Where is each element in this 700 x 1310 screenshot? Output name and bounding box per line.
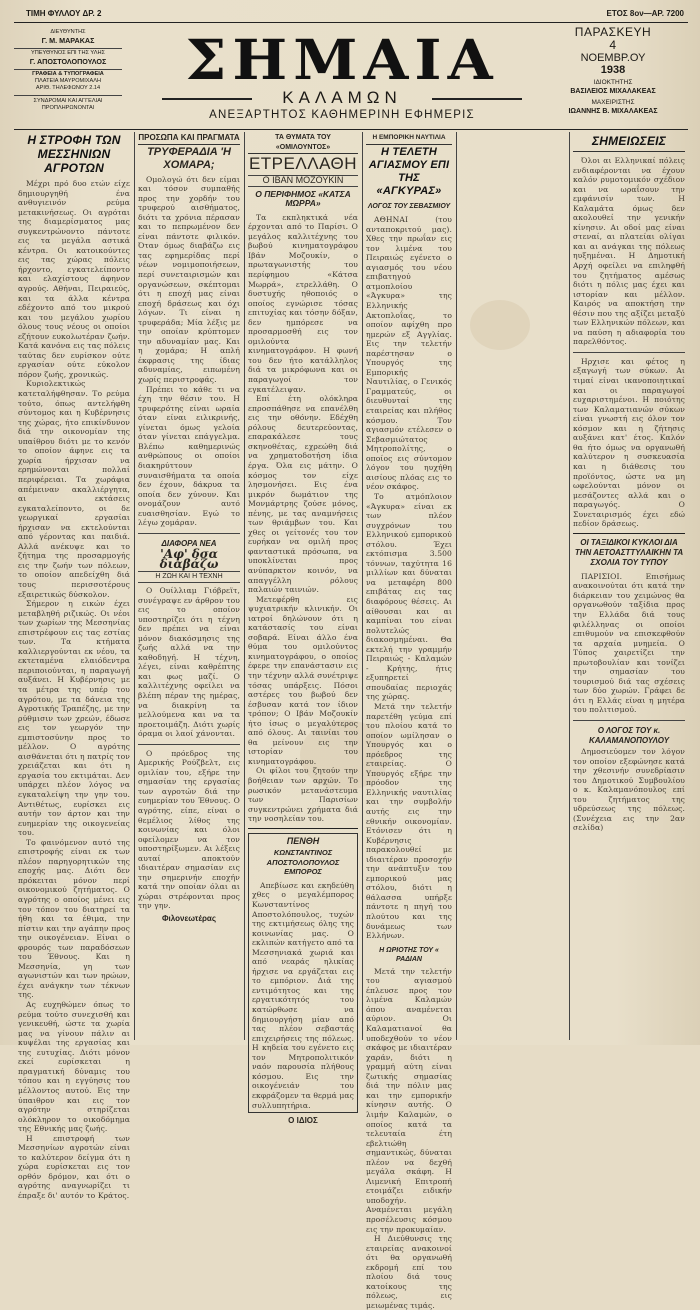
- article-subheadline: Η ΩΡΙΟΤΗΣ ΤΟΥ « ΡΑΔΙΑΝ: [379, 946, 439, 964]
- divider: [138, 744, 240, 745]
- paper-stain: [470, 300, 530, 350]
- article-paragraph: Μέχρι πρό δυο ετών είχε δημιουργηθή ένα ανθυγιεινόν ρεύμα μετακινήσεως. Οι αγρόται της διαμερίσματος μας συγκεντρώνοντο πάντοτε εις τα μεγάλα αστικά κέντρα. Οι κατοικούντες εις τας χώρας πόλεις ήρχοντο, εγκατελείποντο και ελαχίστους άφηνον αγρούς. Αθήναι, Πειραιεύς, και τα άλλα κέντρα εδέχοντο από του μικρού και του μεγάλου χωρίου όλους τους νέους οι οποίοι εζήτουν ευκολωτέραν ζωήν. Κατά κανόνα εις τας πόλεις ταύτας δεν ευρίσκον ούτε εργασίαν ούτε εύκολον πόρον ζωής, χρονικώς.: [18, 179, 130, 379]
- section-label: ΔΙΑΦΟΡΑ ΝΕΑ: [161, 538, 217, 548]
- article-agkyra: [366, 133, 452, 1310]
- article-paragraph: Δημοσιεύομεν τον λόγον τον οποίον εξεφώνησε κατά την χθεσινήν συνεδρίασιν του Δημοτικού Συμβουλίου ο κ. Καλαμανόπουλος επί του ζητήματος της υδρεύσεως της πόλεως. (Συνέχεια εις την 2αν σελίδα): [573, 747, 685, 833]
- article-signature: Ο ΙΔΙΟΣ: [288, 1116, 318, 1126]
- article-headline: ΤΡΥΦΕΡΑΔΙΑ 'Η ΧΟΜΑΡΑ;: [147, 145, 231, 171]
- section-subtitle: Η ΖΩΗ ΚΑΙ Η ΤΕΧΝΗ: [138, 571, 240, 583]
- responsible-name: Γ. ΑΠΟΣΤΟΛΟΠΟΥΛΟΣ: [29, 57, 107, 66]
- article-paragraph: Μετά την τελετήν παρετέθη γεύμα επί του πλοίου κατά το οποίον ωμίλησαν ο Υπουργός και ο πρόεδρος της εταιρείας. Ο Υπουργός εξήρε την πρόοδον της Ελληνικής ναυτιλίας και την συμβολήν αυτής εις την εθνικήν οικονομίαν. Ετόνισεν ότι η Κυβέρνησις παρακολουθεί με ιδιαιτέραν προσοχήν την ανάπτυξιν του εμπορικού μας στόλου, διότι η θάλασσα υπήρξε πάντοτε η πηγή του πλούτου και της δυνάμεως των Ελλήνων.: [366, 701, 452, 941]
- director-name: Γ. Μ. ΜΑΡΑΚΑΣ: [41, 36, 95, 45]
- director-block: [14, 28, 122, 49]
- article-paragraph: Κυριολεκτικώς κατεταλήφθησαν. Το ρεύμα τούτο, όπως αντελήφθη σύντομος και η Κυβέρνησις της χώρας, ήτο επικίνδυνον διά την οικονομίαν της υπαίθρου διότι με το κενόν το οποίον άφηνε εις τα χωρία ήρχισαν να ερημώνονται πολλαί περιφέρειαι. Τα χωράφια απέμειναν ακαλλιέργητα, αι εκτάσεις εγκαταλείποντο, οι δε γεωργικαί εργασίαι ήρχισαν να εκτελούνται από γέροντας και παιδιά. Αλλά ανέκυψε και το ζήτημα της προσαρμογής εις την ζωήν των πόλεων, το οποίον απεδείχθη διά τους περισσοτέρους εξαιρετικώς δύσκολον.: [18, 379, 130, 599]
- newspaper-tagline: ΑΝΕΞΑΡΤΗΤΟΣ ΚΑΘΗΜΕΡΙΝΗ ΕΦΗΜΕΡΙΣ: [209, 109, 475, 121]
- article-subheadline: ΛΟΓΟΣ ΤΟΥ ΣΕΒΑΣΜΙΟΥ: [367, 202, 451, 210]
- article-paragraph: Η επιστροφή των Μεσσηνίων αγροτών είναι το καλύτερον δείγμα ότι η χώρα ευρίσκεται εις τον ορθόν δρόμον, και ότι ο αγρότης αναγνωρίζει τι έπραξε δι' αυτόν το Κράτος.: [18, 1133, 130, 1200]
- article-paragraph: Σήμερον η εικών έχει μεταβληθή ριζικώς. Οι νέοι των χωρίων της Μεσσηνίας επιστρέφουν εις τας εστίας των. Τα κτήματα καλλιεργούνται εκ νέου, τα εκτεταμένα ελαιόδεντρα περιποιούνται, η παραγωγή αυξάνει. Η Κυβέρνησις με τα μέτρα της υπέρ του αγρότου, με τα δάνεια της Αγροτικής Τραπέζης, με την ρύθμισιν των χρεών, έδωσε εις τον γεωργόν την εμπιστοσύνην προς το μέλλον. Ο αγρότης αισθάνεται ότι η πατρίς τον χρειάζεται και ότι η εργασία του εκτιμάται. Δεν υπάρχει πλέον λόγος να εγκαταλείψη την γην του. Αντιθέτως, ευρίσκει εις αυτήν τον άρτον και την ευημερίαν της οικογενείας του.: [18, 599, 130, 838]
- responsible-label: ΥΠΕΥΘΥΝΟΣ ΕΠΙ ΤΗΣ ΥΛΗΣ: [31, 50, 105, 56]
- responsible-block: [14, 49, 122, 70]
- article-agrarian: [18, 133, 130, 1200]
- article-paragraph: Πρέπει το κάθε τι να έχη την θέσιν του. Η τρυφερότης είναι ωραία όταν είναι ειλικρινής, γίνεται όμως γελοία όταν γίνεται επάγγελμα. Βλέπω καθημερινώς ανθρώπους οι οποίοι διακηρύττουν συναισθήματα τα οποία δεν έχουν, δάκρυα τα οποία δεν χύνουν. Και ονομάζουν αυτό ευαισθησίαν. Εγώ το λέγω χομάραν.: [138, 384, 240, 528]
- masthead-info-left: [14, 28, 122, 122]
- masthead-info-right: [538, 26, 688, 116]
- article-subheadline: ΟΙ ΤΑΞΙΔΙΚΟΙ ΚΥΚΛΟΙ ΔΙΑ ΤΗΝ ΑΕΤΟΑΣΤΤΥΛΑΙΚΗΝ ΤΑ ΣΧΟΛΙΑ ΤΟΥ ΤΥΠΟΥ: [574, 537, 684, 567]
- article-paragraph: Το φαινόμενον αυτό της επιστροφής είναι εκ των πλέον παρηγορητικών της εποχής μας. Διότι δεν πρόκειται μόνον περί οικονομικού ζητήματος. Ο αγρότης ο οποίος μένει εις τον τόπον του διατηρεί τα ήθη και τα έθιμα, την πίστιν και την αγάπην προς την οικογένειαν. Είναι ο φρουρός των παραδόσεων του Έθνους. Και η Μεσσηνία, γη των αγωνιστών και των ηρώων, έχει ανάγκην των τέκνων της.: [18, 837, 130, 1000]
- article-paragraph: Μετεφέρθη εις ψυχιατρικήν κλινικήν. Οι ιατροί δηλώνουν ότι η κατάστασίς του είναι σοβαρά. Είναι άλλο ένα θύμα του ομιλούντος κινηματογράφου, ο οποίος έφερε την επανάστασιν εις την τέχνην αλλά συνέτριψε τόσας υπάρξεις. Πόσοι αστέρες του βωβού δεν έσβυσαν κατά τον ίδιον τρόπον; Ο Ιβάν Μοζουκίν ήτο ίσως ο μεγαλύτερος από όλους. Αι ταινίαι του θα μείνουν εις την ιστορίαν του κινηματογράφου.: [248, 594, 358, 766]
- article-paragraph: ΑΘΗΝΑΙ (του ανταποκριτού μας). Χθες την πρωΐαν εις τον λιμένα του Πειραιώς εγένετο ο αγιασμός του νέου επιβατηγού ατμοπλοίου «Άγκυρα» της Ελληνικής Ακτοπλοΐας, το οποίον αφίχθη προ ημερών εξ Αγγλίας. Εις την τελετήν παρέστησαν ο Υπουργός της Εμπορικής Ναυτιλίας, ο Γενικός Γραμματεύς, οι διευθυνταί της εταιρείας και πλήθος κόσμου. Τον αγιασμόν ετέλεσεν ο Σεβασμιώτατος Μητροπολίτης, ο οποίος εις σύντομον λόγον του ηυχήθη αισίους πλόας εις το νέον σκάφος.: [366, 215, 452, 492]
- article-headline: Η ΣΤΡΟΦΗ ΤΩΝ ΜΕΣΣΗΝΙΩΝ ΑΓΡΟΤΩΝ: [27, 133, 121, 175]
- masthead-title-block: [122, 24, 562, 127]
- ads-line: ΣΥΝΔΡΟΜΑΙ ΚΑΙ ΑΓΓΕΛΙΑΙ: [33, 98, 103, 104]
- printer-label: ΜΑΧΕΙΡΙΣΤΗΣ: [591, 99, 635, 106]
- section-kicker: Η ΕΜΠΟΡΙΚΗ ΝΑΥΤΙΛΙΑ: [366, 133, 452, 145]
- owner-name: ΒΑΣΙΛΕΙΟΣ ΜΙΧΑΛΑΚΕΑΣ: [570, 88, 656, 95]
- article-paragraph: Ο Ουίλλιαμ Γιόβρεϊτ, συνέγραψε εν άρθρον του εις το οποίον υποστηρίζει ότι η τέχνη δεν πρέπει να είναι μόνον διακόσμησις της ζωής αλλά να την καθοδηγή. Η τέχνη, λέγει, είναι καθρέπτης και φως μαζί. Ο καλλιτέχνης οφείλει να βλέπη πέραν της ημέρας, να διακρίνη τα μελλούμενα και να τα προετοιμάζη. Διότι χωρίς όραμα οι λαοί χάνονται.: [138, 585, 240, 739]
- section-title: 'Αφ' δσα διαβάζω: [159, 547, 219, 571]
- newspaper-title: ΣΗΜΑΙΑ: [185, 27, 499, 93]
- director-label: ΔΙΕΥΘΥΝΤΗΣ: [50, 29, 86, 35]
- article-paragraph: Τα εκπληκτικά νέα έρχονται από το Παρίσι. Ο μεγάλος καλλιτέχνης του βωβού κινηματογράφου Ιβάν Μοζουκίν, ο πρωταγωνιστής του περίφημου «Κάτσα Μωρρά», ετρελλάθη. Ο δυστυχής ηθοποιός ο οποίος εγνώρισε τόσας επιτυχίας και τόσην δόξαν, δεν ημπόρεσε να προσαρμοσθή εις τον ομιλούντα κινηματογράφον. Η φωνή του δεν ήτο κατάλληλος διά τα μικρόφωνα και οι παραγωγοί τον εγκατέλειψαν.: [248, 212, 358, 394]
- article-paragraph: Όλοι αι Ελληνικαί πόλεις ενδιαφέρονται να έχουν καλόν ρυμοτομικόν σχέδιον και να ωραΐσουν την εμφάνισίν των. Η Καλαμάτα όμως δεν ακολουθεί την γενικήν κίνησιν. Αι οδοί μας είναι στεναί, αι πλατείαι ολίγαι και αι ανάγκαι της πόλεως ηυξημέναι. Η Δημοτική Αρχή οφείλει να επιληφθή του ζητήματος αμέσως διότι η πόλις μας έχει και ιστορίαν και μέλλον. Καιρός να αποκτήση την θέσιν που της αξίζει μεταξύ των Ελληνικών πόλεων, και να παύση η αδιαφορία του παρελθόντος.: [573, 156, 686, 347]
- offices-label: ΓΡΑΦΕΙΑ & ΤΥΠΟΓΡΑΦΕΙΑ: [32, 71, 104, 77]
- column-rule: [456, 132, 457, 1040]
- article-paragraph: ΠΑΡΙΣΙΟΙ. Επισήμως ανακοινούται ότι κατά την διάρκειαν του χειμώνος θα οργανωθούν ταξίδια προς την Ελλάδα διά τους φιλέλληνας οι οποίοι επιθυμούν να επισκεφθούν τα αρχαία μνημεία. Ο Τύπος χαιρετίζει την πρωτοβουλίαν και τονίζει την σημασίαν του τουρισμού διά τας σχέσεις των δύο χωρών. Γράφει δε ότι η Ελλάς είναι η μητέρα του πολιτισμού.: [573, 571, 685, 715]
- article-paragraph: Μετά την τελετήν του αγιασμού έπλευσε προς τον λιμένα Καλαμών όπου αναμένεται αύριον. Οι Καλαματιανοί θα υποδεχθούν το νέον σκάφος με ιδιαιτέραν χαράν, διότι η γραμμή αύτη είναι ζωτικής σημασίας διά την πόλιν μας και την εμπορικήν κίνησιν αυτής. Ο λιμήν Καλαμών, ο οποίος κατά τα τελευταία έτη εβελτιώθη σημαντικώς, δύναται πλέον να δεχθή μεγάλα σκάφη. Η Λιμενική Επιτροπή ετοιμάζει ειδικήν υποδοχήν. Αναμένεται μεγάλη προσέλευσις κόσμου εις την προκυμαίαν.: [366, 966, 452, 1234]
- year: 1938: [600, 64, 626, 76]
- price-label: ΤΙΜΗ ΦΥΛΛΟΥ ΔΡ. 2: [26, 9, 102, 18]
- column-rule: [362, 132, 363, 1040]
- article-paragraph: Η Διεύθυνσις της εταιρείας ανακοινοί ότι θα οργανωθή εκδρομή επί του πλοίου διά τους κατοίκους της πόλεως, εις μειωμένας τιμάς.: [366, 1234, 452, 1310]
- divider: [573, 352, 685, 353]
- divider: [14, 22, 688, 23]
- offices-phone: ΑΡΙΘ. ΤΗΛΕΦΩΝΟΥ 2.14: [35, 85, 101, 91]
- article-paragraph: Επί έτη ολόκληρα επροσπάθησε να επανέλθη εις την οθόνην. Εδέχθη ρόλους δευτερεύοντας, επαρακάλεσε τους σκηνοθέτας, εχρεώθη διά να χρηματοδοτήση ίδια έργα. Όλα εις μάτην. Ο κόσμος τον είχε λησμονήσει. Εις ένα μικρόν δωμάτιον της Μονμάρτρης ζούσε μόνος, πένης, με τας αναμνήσεις των θριάμβων του. Και χθες οι γείτονές του τον ευρήκαν να ομιλή προς φανταστικά πρόσωπα, να υποκλίνεται προς ανύπαρκτον κοινόν, να απαγγέλλη ρόλους παλαιών ταινιών.: [248, 394, 358, 595]
- obituary-box: [248, 833, 358, 1113]
- column-rule: [134, 132, 135, 1040]
- subtitle-row: [122, 88, 562, 108]
- divider: [573, 533, 685, 534]
- article-mozhukhin: [248, 133, 358, 1126]
- weekday: ΠΑΡΑΣΚΕΥΗ: [574, 25, 652, 39]
- section-kicker: ΤΑ ΘΥΜΑΤΑ ΤΟΥ «ΟΜΙΛΟΥΝΤΟΣ»: [248, 133, 358, 154]
- article-paragraph: Το ατμόπλοιον «Άγκυρα» είναι εκ των πλέον συγχρόνων του Ελληνικού εμπορικού στόλου. Έχει εκτόπισμα 3.500 τόννων, ταχύτητα 16 μιλλίων και δύναται να μεταφέρη 800 επιβάτας εις τας διαφόρους θέσεις. Αι αίθουσαι και αι καμπίναι του είναι πολυτελώς διακοσμημέναι. Θα εκτελή την γραμμήν Πειραιώς - Καλαμών - Κρήτης, ήτις εξυπηρετεί σπουδαίας περιοχάς της χώρας.: [366, 491, 452, 702]
- obituary-heading: ΠΕΝΘΗ: [286, 835, 320, 846]
- month: ΝΟΕΜΒΡ.ΟΥ: [580, 52, 646, 64]
- divider: [14, 129, 688, 130]
- article-subheadline: Ο ΛΟΓΟΣ ΤΟΥ κ. ΚΑΛΑΜΑΝΟΠΟΥΛΟΥ: [588, 725, 670, 745]
- masthead: [14, 24, 688, 127]
- article-headline: ΕΤΡΕΛΛΑΘΗ: [248, 154, 358, 174]
- divider: [248, 828, 358, 829]
- year-number-label: ΕΤΟΣ 8ον—ΑΡ. 7200: [606, 9, 684, 18]
- divider: [573, 720, 685, 721]
- owner-label: ΙΔΙΟΚΤΗΤΗΣ: [593, 79, 633, 86]
- article-paragraph: Ηρχισε και φέτος η εξαγωγή των σύκων. Αι τιμαί είναι ικανοποιητικαί και οι παραγωγοί ευχαριστημένοι. Η ποιότης των Καλαματιανών σύκων είναι γνωστή εις όλον τον κόσμον και η ζήτησις αυξάνει κατ' έτος. Καλόν θα ήτο όμως να οργανωθή καλύτερον η συσκευασία και η διάθεσις του προϊόντος, ώστε να μη ωφελούνται μόνον οι μεσάζοντες αλλά και ο παραγωγός. Ο Συνεταιρισμός έχει εδώ πεδίον δράσεως.: [573, 356, 685, 529]
- subtitle-rule: [432, 98, 522, 100]
- obituary-name: ΚΩΝΣΤΑΝΤΙΝΟΣ ΑΠΟΣΤΟΛΟΠΟΥΛΟΣ ΕΜΠΟΡΟΣ: [266, 848, 340, 877]
- printer-name: ΙΩΑΝΝΗΣ Β. ΜΙΧΑΛΑΚΕΑΣ: [568, 108, 658, 115]
- offices-block: [14, 70, 122, 96]
- day-number: 4: [609, 38, 617, 52]
- newspaper-subtitle: ΚΑΛΑΜΩΝ: [282, 88, 402, 107]
- article-paragraph: Ομολογώ ότι δεν είμαι και τόσον συμπαθής προς την χορδήν του τρυφερού αισθήματος, διότι τα χρόνια πέρασαν και το πεπρωμένον δεν είναι πάντοτε φιλικόν. Όταν όμως διαβάζω εις τας εφημερίδας περί νέων νομιμοποιήσεων, περί συνεταιρισμών και οργανώσεων, σκέπτομαι ότι η εποχή μας είναι εποχή δράσεως και όχι λόγων. Τι είναι η τρυφεράδα; Μία λέξις με την οποίαν κρύπτομεν την αδυναμίαν μας. Και η χομάρα; Η απλή έκφρασις της ίδιας αδυναμίας, ειπωμένη χωρίς περιστροφάς.: [138, 174, 240, 385]
- ads-line: ΠΡΟΠΛΗΡΩΝΟΝΤΑΙ: [41, 105, 95, 111]
- article-subheadline: Ο ΙΒΑΝ ΜΟΖΟΥΚΙΝ: [248, 175, 358, 187]
- section-kicker: ΠΡΟΣΩΠΑ ΚΑΙ ΠΡΑΓΜΑΤΑ: [138, 133, 240, 145]
- article-headline: ΣΗΜΕΙΩΣΕΙΣ: [573, 133, 685, 152]
- column-persons-things: [138, 133, 240, 1038]
- offices-address: ΠΛΑΤΕΙΑ ΜΑΥΡΟΜΙΧΑΛΗ: [34, 78, 101, 84]
- column-rule: [569, 132, 570, 1040]
- article-byline: Ο ΠΕΡΙΦΗΜΟΣ «ΚΑΤΣΑ ΜΩΡΡΑ»: [255, 188, 351, 209]
- article-paragraph: Απεβίωσε και εκηδεύθη χθες ο μεγαλέμπορος Κωνσταντίνος Αποστολόπουλος, τυχών της εκτιμήσεως όλης της κοινωνίας μας. Ο εκλιπών κατήγετο από τα Μεσσηνιακά χωριά και από νεαράς ηλικίας ήρχισε να εργάζεται εις το εμπόριον. Διά της εντιμότητος και της εργατικότητός του κατώρθωσε να δημιουργήση μίαν από τας πλέον σεβαστάς επιχειρήσεις της πόλεως. Η κηδεία του εγένετο εις τον Μητροπολιτικόν ναόν παρουσία πλήθους κόσμου. Εις την οικογένειάν του εκφράζομεν τα θερμά μας συλλυπητήρια.: [252, 880, 354, 1110]
- column-notes: [573, 133, 685, 1038]
- subtitle-rule: [162, 98, 252, 100]
- ads-block: [14, 96, 122, 112]
- article-paragraph: Ας ευχηθώμεν όπως το ρεύμα τούτο συνεχισθή και γενικευθή, ώστε τα χωρία μας να γίνουν πάλιν αι κυψέλαι της εργασίας και της ευτυχίας. Διότι μόνον εκεί ευρίσκεται η πραγματική δύναμις του τόπου και η εγγύησις του μέλλοντος αυτού. Εις την ύπαιθρον και εις τον αγρότην στηρίζεται ολόκληρον το οικοδόμημα της Εθνικής μας ζωής.: [18, 1000, 130, 1134]
- article-paragraph: Οι φίλοι του ζητούν την βοήθειαν των αρχών. Το ρωσικόν μετανάστευμα των Παρισίων συγκεντρώνει χρήματα διά την νοσηλείαν του.: [248, 766, 358, 824]
- column-rule: [244, 132, 245, 1040]
- article-signature: Φιλονεωτέρας: [161, 914, 216, 924]
- article-paragraph: Ο πρόεδρος της Αμερικής Ρούζβελτ, εις ομιλίαν του, εξήρε την σημασίαν της εργασίας των αγροτών διά την ευημερίαν του Έθνους. Ο αγρότης, είπε, είναι ο θεμέλιος λίθος της κοινωνίας και όλοι οφείλομεν να τον υποστηρίξωμεν. Αι λέξεις αυταί αποκτούν ιδιαιτέραν σημασίαν εις την σημερινήν εποχήν κατά την οποίαν όλαι αι χώραι στρέφονται προς την γην.: [138, 748, 240, 911]
- article-headline: Η ΤΕΛΕΤΗ ΑΓΙΑΣΜΟΥ ΕΠΙ ΤΗΣ «ΑΓΚΥΡΑΣ»: [368, 145, 450, 197]
- divider: [138, 533, 240, 534]
- top-strip: [14, 5, 688, 23]
